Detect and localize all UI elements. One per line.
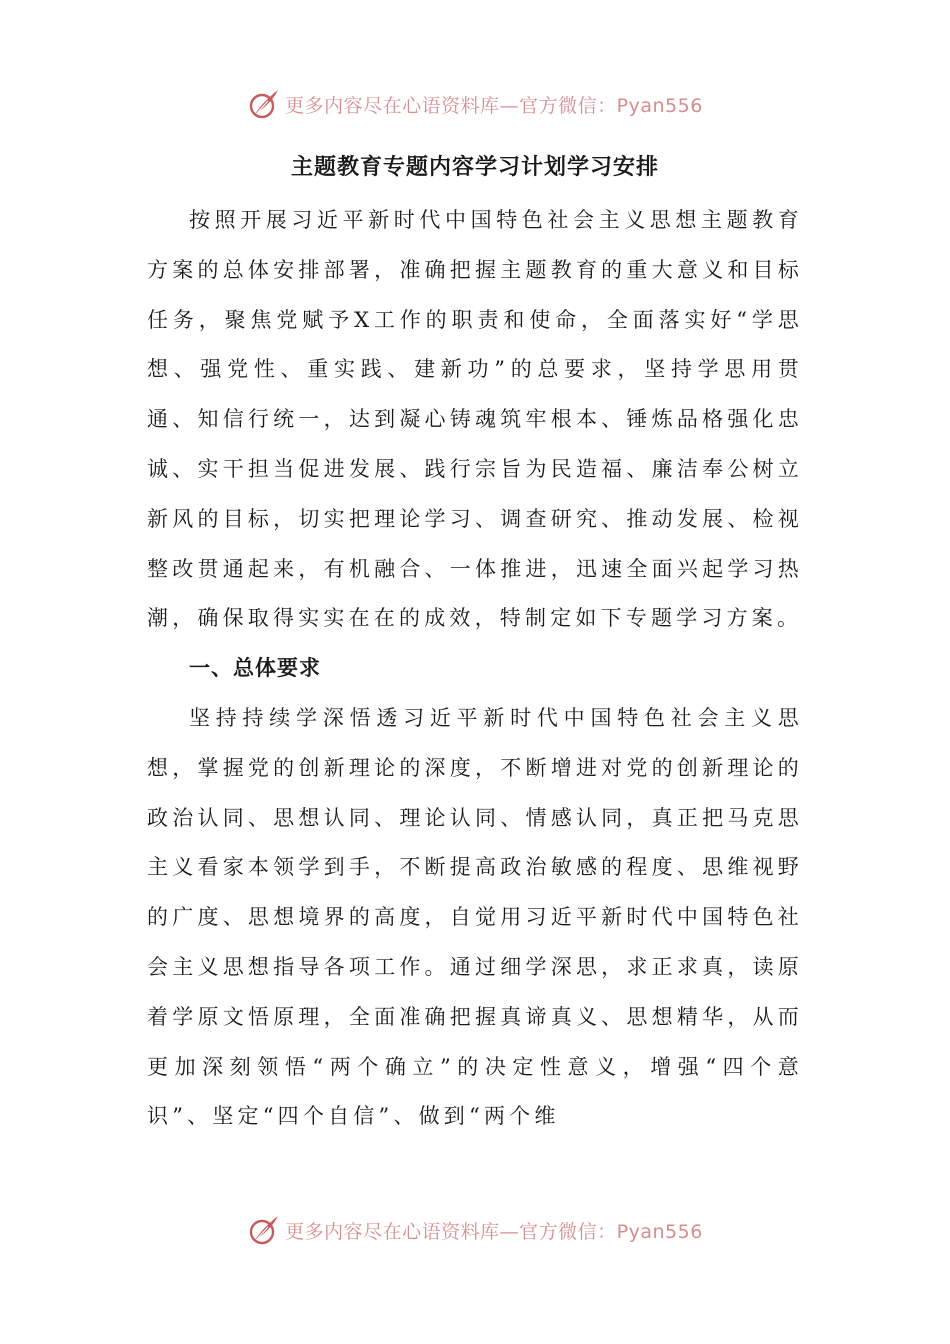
section-heading-general-requirements: 一、总体要求: [189, 656, 321, 681]
wechat-id: Pyan556: [616, 94, 703, 117]
footer-watermark: [0, 1210, 950, 1250]
document-title: 主题教育专题内容学习计划学习安排: [290, 155, 659, 180]
intro-paragraph: 按照开展习近平新时代中国特色社会主义思想主题教育方案的总体安排部署，准确把握主题教育的重大意义和目标任务，聚焦党赋予X工作的职责和使命，全面落实好“学思想、强党性、重实践、建新功”的总要求，坚持学思用贯通、知信行统一，达到凝心铸魂筑牢根本、锤炼品格强化忠诚、实干担当促进发展、践行宗旨为民造福、廉洁奉公树立新风的目标，切实把理论学习、调查研究、推动发展、检视整改贯通起来，有机融合、一体推进，迅速全面兴起学习热潮，确保取得实实在在的成效，特制定如下专题学习方案。: [147, 208, 803, 631]
watermark-text: 更多内容尽在心语资料库—官方微信：Pyan556: [285, 94, 703, 117]
section1-paragraph: 坚持持续学深悟透习近平新时代中国特色社会主义思想，掌握党的创新理论的深度，不断增进对党的创新理论的政治认同、思想认同、理论认同、情感认同，真正把马克思主义看家本领学到手，不断提高政治敏感的程度、思维视野的广度、思想境界的高度，自觉用习近平新时代中国特色社会主义思想指导各项工作。通过细学深思，求正求真，读原着学原文悟原理，全面准确把握真谛真义、思想精华，从而更加深刻领悟“两个确立”的决定性意义，增强“四个意识”、坚定“四个自信”、做到“两个维: [147, 705, 803, 1129]
watermark-text: 更多内容尽在心语资料库—官方微信：Pyan556: [285, 1220, 703, 1243]
quill-logo-icon: [247, 1213, 281, 1247]
header-watermark: [0, 84, 950, 124]
quill-logo-icon: [247, 87, 281, 121]
wechat-id: Pyan556: [616, 1220, 703, 1243]
document-body: [147, 196, 803, 1142]
